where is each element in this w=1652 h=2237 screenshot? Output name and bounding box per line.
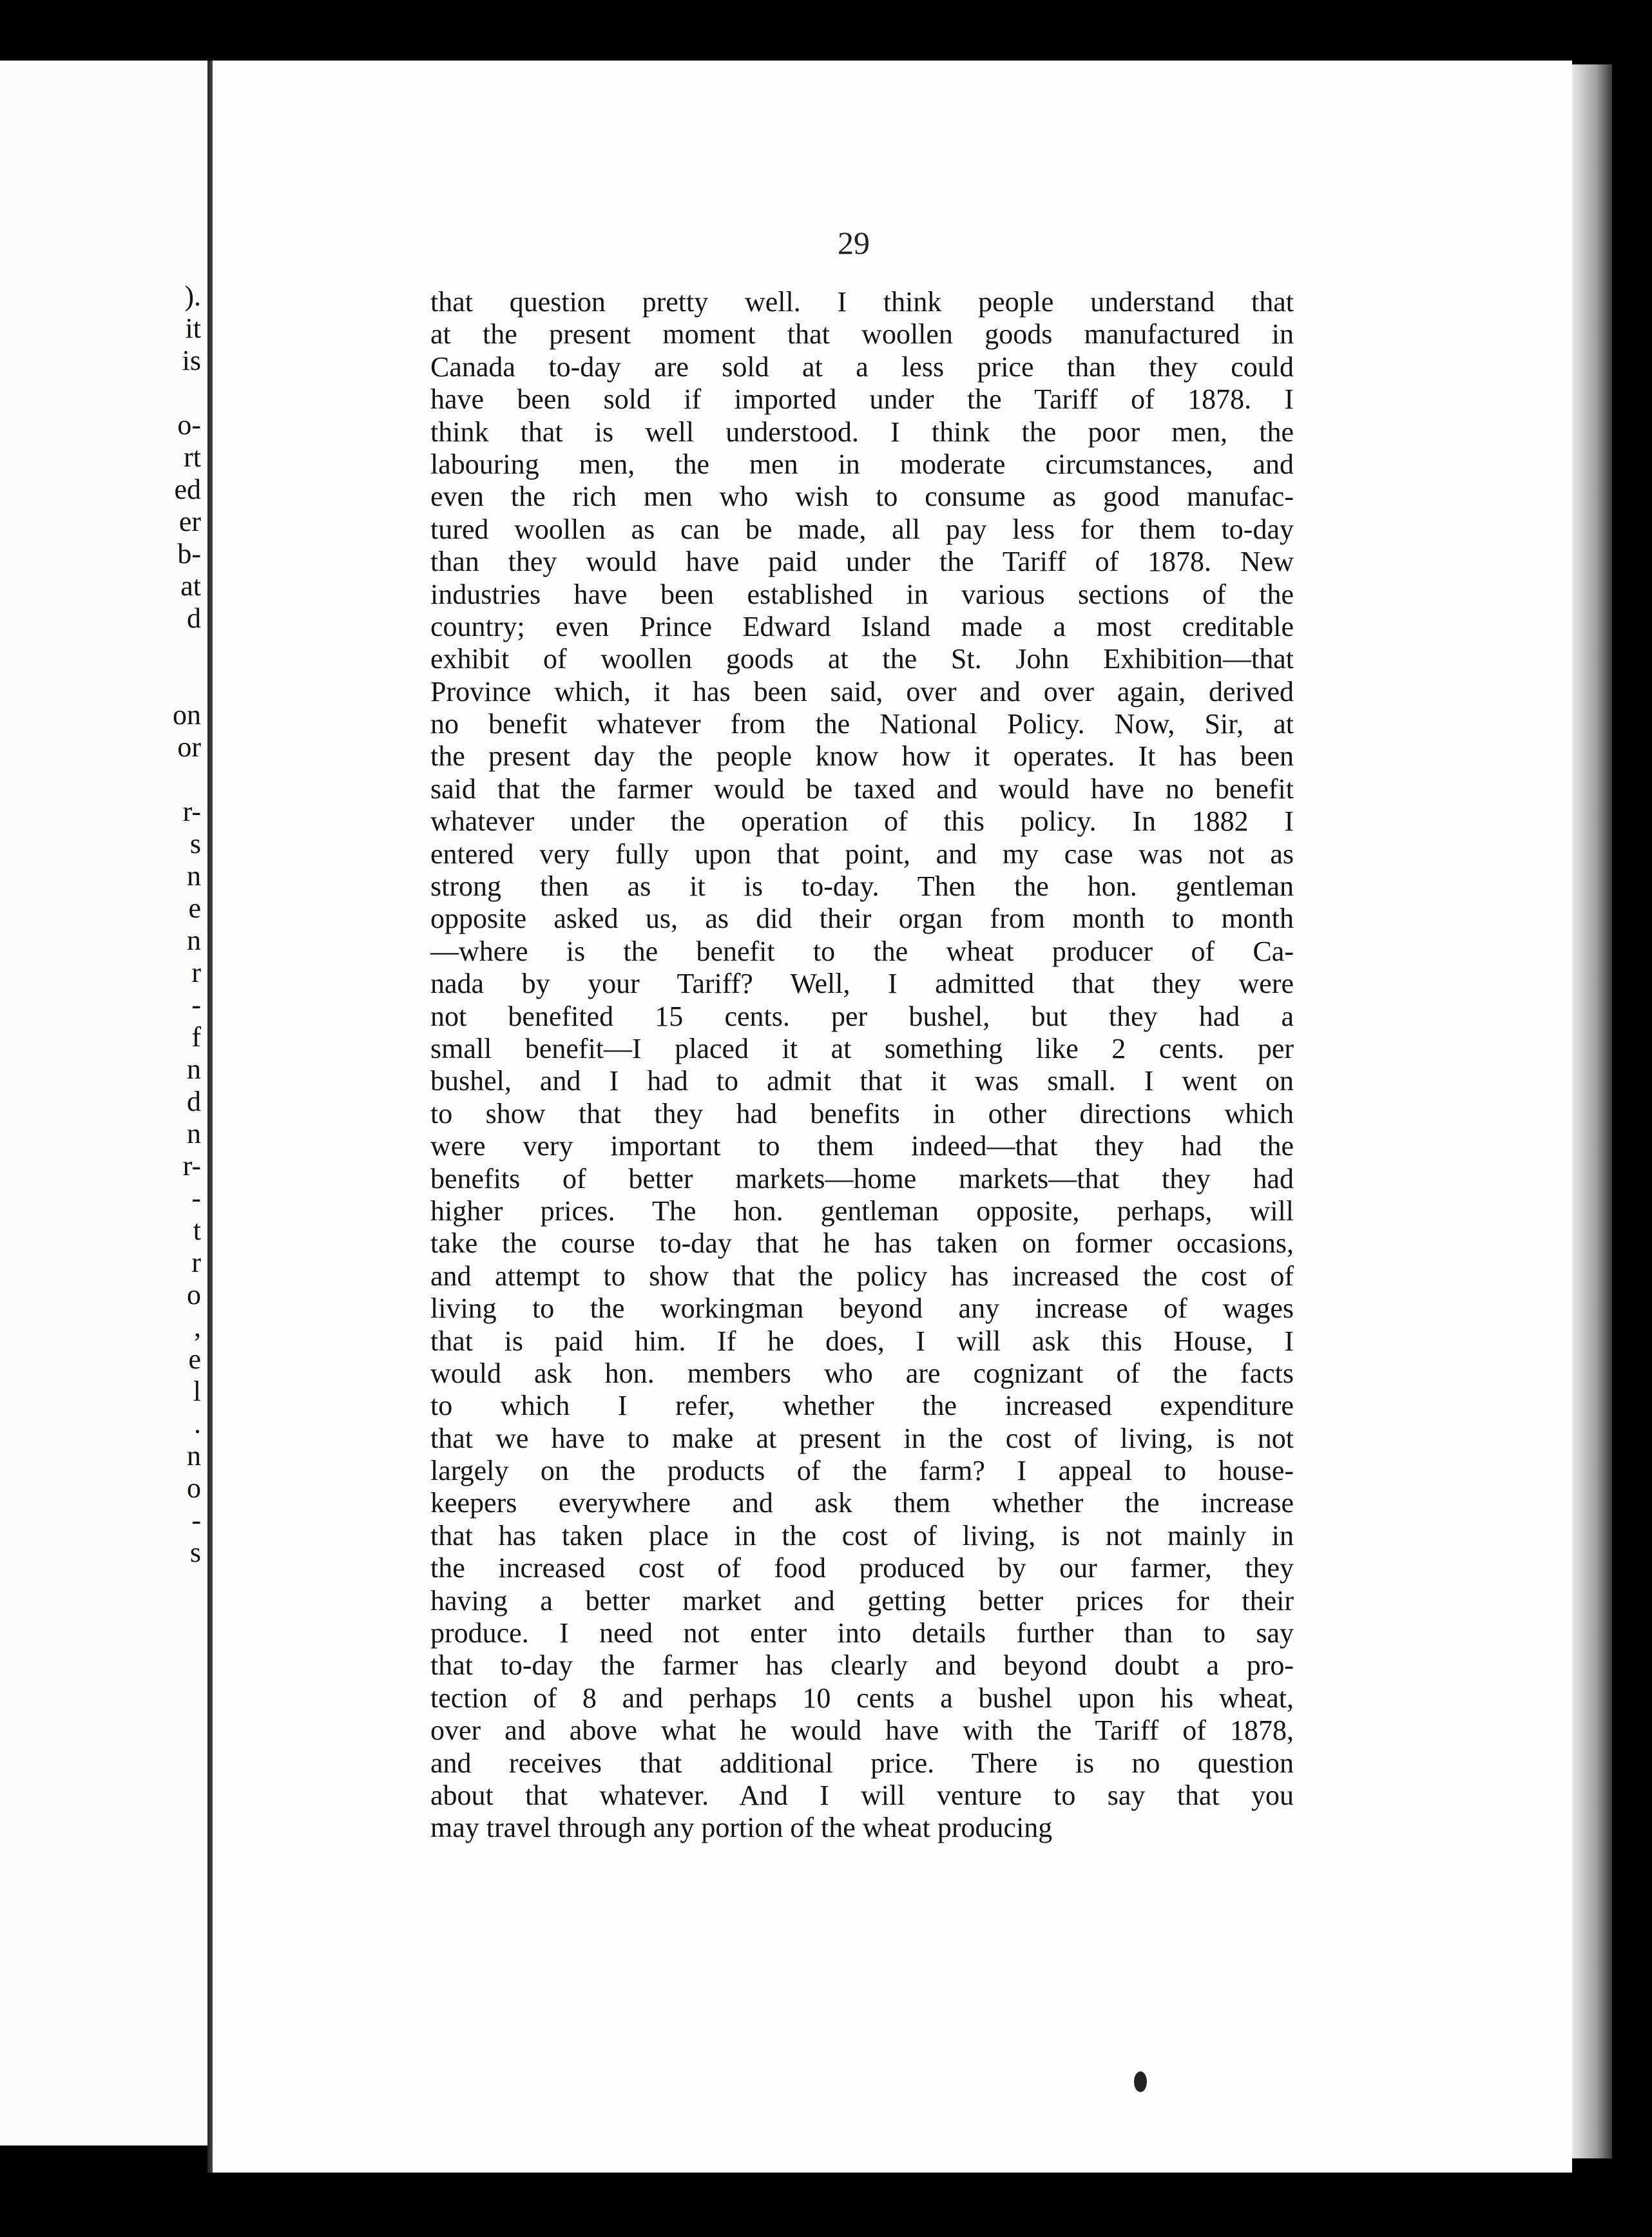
text-line: higher prices. The hon. gentleman opposite, perhaps, will <box>430 1195 1294 1227</box>
text-line: no benefit whatever from the National Policy. Now, Sir, at <box>430 708 1294 740</box>
left-page-fragment: rt <box>184 441 201 473</box>
text-line: that has taken place in the cost of living, is not mainly in <box>430 1519 1294 1551</box>
left-page-fragment: , <box>194 1311 201 1343</box>
text-line: keepers everywhere and ask them whether the increase <box>430 1487 1294 1519</box>
text-line: produce. I need not enter into details further than to say <box>430 1617 1294 1649</box>
text-line: tection of 8 and perhaps 10 cents a bushel upon his wheat, <box>430 1682 1294 1714</box>
left-page-fragment: on <box>173 699 201 731</box>
left-page-fragment: or <box>177 731 201 763</box>
text-line: even the rich men who wish to consume as good manufac- <box>430 481 1294 513</box>
left-page-fragment: o <box>187 1472 201 1504</box>
left-page-fragment: r- <box>182 1150 201 1182</box>
left-page-fragment: n <box>187 1440 201 1472</box>
text-line: were very important to them indeed—that they had the <box>430 1130 1294 1162</box>
left-page-margin <box>0 280 207 1826</box>
left-page-fragment: o- <box>177 409 201 441</box>
left-page-fragment: r <box>191 957 201 988</box>
text-line: entered very fully upon that point, and my case was not as <box>430 838 1294 870</box>
left-page-fragment: b- <box>177 538 201 570</box>
text-line: said that the farmer would be taxed and would have no benefit <box>430 773 1294 805</box>
left-page <box>0 61 207 2146</box>
body-text <box>430 286 1294 1910</box>
text-line: bushel, and I had to admit that it was small. I went on <box>430 1065 1294 1097</box>
text-line: the increased cost of food produced by our farmer, they <box>430 1552 1294 1584</box>
left-page-fragment: l <box>193 1376 201 1407</box>
text-line: that is paid him. If he does, I will ask this House, I <box>430 1325 1294 1357</box>
ink-mark <box>1134 2071 1147 2092</box>
text-line: at the present moment that woollen goods manufactured in <box>430 318 1294 350</box>
text-line: and attempt to show that the policy has increased the cost of <box>430 1260 1294 1292</box>
text-line: to which I refer, whether the increased expenditure <box>430 1390 1294 1422</box>
text-line: small benefit—I placed it at something like 2 cents. per <box>430 1032 1294 1064</box>
text-line: Province which, it has been said, over and over again, derived <box>430 675 1294 707</box>
text-line: about that whatever. And I will venture to say that you <box>430 1779 1294 1811</box>
left-page-fragment: - <box>191 1182 201 1214</box>
page-edge <box>1572 64 1612 2158</box>
left-page-fragment: e <box>188 1343 201 1375</box>
text-line: opposite asked us, as did their organ from month to month <box>430 903 1294 935</box>
left-page-fragment: it <box>185 312 201 344</box>
left-page-fragment: o <box>187 1279 201 1311</box>
text-line: think that is well understood. I think the poor men, the <box>430 416 1294 448</box>
left-page-fragment: - <box>191 989 201 1021</box>
left-page-fragment: at <box>180 570 201 602</box>
left-page-fragment: s <box>189 1537 201 1568</box>
text-line: having a better market and getting better prices for their <box>430 1584 1294 1617</box>
left-page-fragment: ). <box>184 280 201 312</box>
left-page-fragment: n <box>187 925 201 956</box>
text-line: the present day the people know how it operates. It has been <box>430 740 1294 773</box>
text-line: to show that they had benefits in other directions which <box>430 1097 1294 1129</box>
text-line: country; even Prince Edward Island made a most creditable <box>430 610 1294 642</box>
left-page-fragment: d <box>187 1086 201 1117</box>
text-line: whatever under the operation of this policy. In 1882 I <box>430 805 1294 838</box>
text-line: exhibit of woollen goods at the St. John Exhibition—that <box>430 643 1294 675</box>
left-page-fragment: r- <box>182 796 201 827</box>
text-line: labouring men, the men in moderate circumstances, and <box>430 448 1294 480</box>
text-line: would ask hon. members who are cognizant of the facts <box>430 1357 1294 1389</box>
left-page-fragment: f <box>191 1021 201 1053</box>
left-page-fragment: n <box>187 1118 201 1149</box>
left-page-fragment: is <box>182 345 201 376</box>
text-line: living to the workingman beyond any increase of wages <box>430 1292 1294 1325</box>
left-page-fragment: - <box>191 1504 201 1536</box>
text-line: and receives that additional price. There is no question <box>430 1747 1294 1779</box>
left-page-fragment: . <box>194 1408 201 1439</box>
left-page-fragment: d <box>187 602 201 634</box>
page-number: 29 <box>838 225 870 261</box>
text-line: strong then as it is to-day. Then the hon. gentleman <box>430 870 1294 903</box>
text-line: not benefited 15 cents. per bushel, but they had a <box>430 1000 1294 1032</box>
left-page-fragment: t <box>193 1215 201 1246</box>
text-line: largely on the products of the farm? I appeal to house- <box>430 1455 1294 1487</box>
text-line: —where is the benefit to the wheat producer of Ca- <box>430 935 1294 967</box>
left-page-fragment: e <box>188 892 201 924</box>
left-page-fragment: ed <box>174 474 201 505</box>
text-line: Canada to-day are sold at a less price than they could <box>430 350 1294 383</box>
text-line: benefits of better markets—home markets—that they had <box>430 1162 1294 1195</box>
left-page-fragment: s <box>189 828 201 859</box>
left-page-fragment: n <box>187 860 201 892</box>
text-line: tured woollen as can be made, all pay less for them to-day <box>430 513 1294 545</box>
text-line: that to-day the farmer has clearly and beyond doubt a pro- <box>430 1649 1294 1682</box>
text-line: that question pretty well. I think people understand that <box>430 286 1294 318</box>
text-line: that we have to make at present in the cost of living, is not <box>430 1422 1294 1454</box>
text-line: may travel through any portion of the wheat producing <box>430 1812 1053 1844</box>
text-line: over and above what he would have with the Tariff of 1878, <box>430 1714 1294 1747</box>
left-page-fragment: r <box>191 1247 201 1278</box>
text-line: than they would have paid under the Tariff of 1878. New <box>430 546 1294 578</box>
text-line: have been sold if imported under the Tariff of 1878. I <box>430 383 1294 416</box>
text-line: nada by your Tariff? Well, I admitted that they were <box>430 968 1294 1000</box>
left-page-fragment: n <box>187 1053 201 1085</box>
text-line: industries have been established in various sections of the <box>430 578 1294 610</box>
text-line: take the course to-day that he has taken on former occasions, <box>430 1227 1294 1260</box>
left-page-fragment: er <box>178 506 201 537</box>
